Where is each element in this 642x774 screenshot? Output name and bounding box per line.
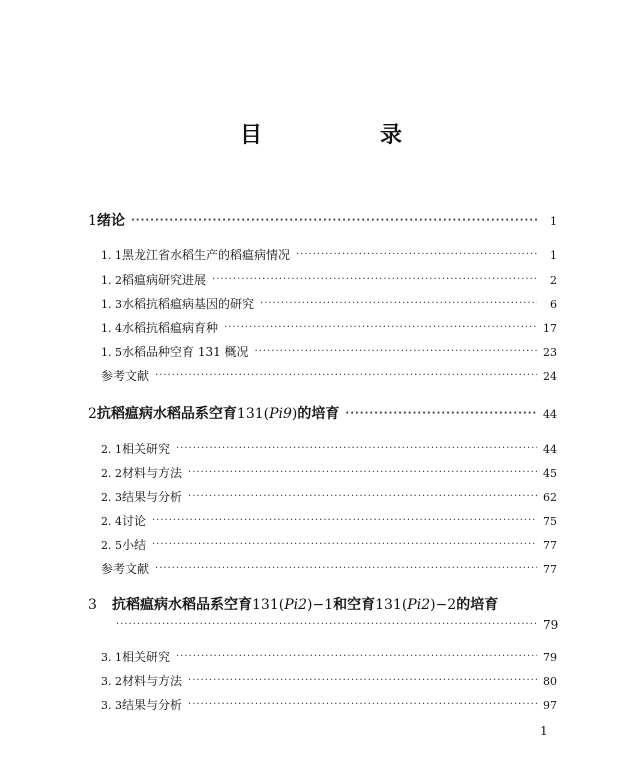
page-number: 79 [543, 618, 559, 632]
page-number: 23 [543, 346, 557, 359]
toc-section-1-2[interactable] [101, 271, 557, 288]
page-number: 80 [543, 675, 557, 688]
dot-leader [188, 467, 537, 478]
chapter-number: 1 [88, 213, 97, 229]
page-number: 77 [543, 563, 557, 576]
dot-leader [176, 651, 537, 662]
toc-section-1-4[interactable] [101, 319, 557, 336]
toc-section-1-5[interactable] [101, 343, 557, 360]
toc-section-2-1[interactable] [101, 440, 557, 457]
page-number: 77 [543, 539, 557, 552]
toc-references-ch1[interactable] [101, 367, 557, 384]
section-title: 水稻抗稻瘟病基因的研究 [122, 297, 255, 311]
page-number: 44 [543, 408, 557, 421]
dot-leader [345, 408, 537, 419]
page-number: 24 [543, 370, 557, 383]
section-number: 3. 1 [101, 651, 122, 664]
section-number: 1. 5 [101, 346, 122, 359]
gene-name: Pi2 [284, 597, 307, 613]
page-number: 75 [543, 515, 557, 528]
gene-name: Pi2 [407, 597, 431, 613]
chapter-title: 抗稻瘟病水稻品系空育131(Pi9)的培育 [96, 406, 340, 422]
dot-leader [224, 322, 537, 333]
section-title: 水稻抗稻瘟病育种 [122, 321, 219, 335]
toc-chapter-3[interactable] [88, 594, 557, 614]
gene-name: Pi9 [269, 406, 292, 422]
toc-section-3-2[interactable] [101, 672, 557, 689]
page-number: 79 [543, 651, 557, 664]
dot-leader [212, 274, 537, 285]
section-number: 3. 2 [101, 675, 122, 688]
section-number: 2. 4 [101, 515, 122, 528]
chapter-title: 绪论 [96, 213, 125, 229]
page-title: 目 录 [239, 123, 450, 148]
dot-leader [131, 215, 537, 226]
toc-section-2-5[interactable] [101, 536, 557, 553]
page-number: 1 [550, 215, 557, 228]
dot-leader [155, 370, 537, 381]
section-number: 2. 1 [101, 443, 122, 456]
toc-section-1-1[interactable] [101, 246, 557, 263]
chapter-title: 抗稻瘟病水稻品系空育131(Pi2)−1和空育131(Pi2)−2的培育 [112, 597, 499, 613]
section-number: 1. 4 [101, 322, 122, 335]
section-title: 黑龙江省水稻生产的稻瘟病情况 [122, 248, 291, 262]
dot-leader [152, 539, 537, 550]
dot-leader [155, 563, 537, 574]
references-title: 参考文献 [101, 562, 150, 576]
toc-section-3-3[interactable] [101, 696, 557, 713]
section-number: 1. 3 [101, 298, 122, 311]
section-title: 材料与方法 [122, 674, 183, 688]
section-number: 2. 2 [101, 467, 122, 480]
toc-chapter-3-continuation[interactable] [116, 618, 557, 632]
dot-leader [176, 443, 537, 454]
section-title: 稻瘟病研究进展 [122, 273, 207, 287]
dot-leader [255, 346, 537, 357]
dot-leader [188, 491, 537, 502]
section-title: 结果与分析 [122, 490, 183, 504]
page-number: 44 [543, 443, 557, 456]
footer-page-number: 1 [540, 724, 548, 738]
section-title: 讨论 [122, 514, 147, 528]
section-title: 小结 [122, 538, 147, 552]
dot-leader [152, 515, 537, 526]
section-title: 相关研究 [122, 650, 171, 664]
toc-chapter-1[interactable] [88, 210, 557, 230]
section-number: 1. 1 [101, 249, 122, 262]
section-number: 2. 5 [101, 539, 122, 552]
chapter-number: 2 [88, 406, 97, 422]
page-number: 1 [550, 249, 557, 262]
dot-leader [188, 699, 537, 710]
section-number: 1. 2 [101, 274, 122, 287]
page-number: 17 [543, 322, 557, 335]
chapter-number: 3 [88, 597, 97, 613]
dot-leader [116, 619, 537, 630]
toc-section-2-2[interactable] [101, 464, 557, 481]
section-title: 水稻品种空育 131 概况 [122, 345, 249, 359]
toc-section-3-1[interactable] [101, 648, 557, 665]
dot-leader [260, 298, 537, 309]
toc-section-1-3[interactable] [101, 295, 557, 312]
page-number: 62 [543, 491, 557, 504]
toc-section-2-4[interactable] [101, 512, 557, 529]
references-title: 参考文献 [101, 369, 150, 383]
page-number: 6 [550, 298, 557, 311]
toc-chapter-2[interactable] [88, 403, 557, 423]
dot-leader [296, 249, 537, 260]
section-number: 3. 3 [101, 699, 122, 712]
page-number: 2 [550, 274, 557, 287]
toc-references-ch2[interactable] [101, 560, 557, 577]
section-number: 2. 3 [101, 491, 122, 504]
section-title: 结果与分析 [122, 698, 183, 712]
page-number: 97 [543, 699, 557, 712]
section-title: 相关研究 [122, 442, 171, 456]
page-number: 45 [543, 467, 557, 480]
toc-section-2-3[interactable] [101, 488, 557, 505]
section-title: 材料与方法 [122, 466, 183, 480]
dot-leader [188, 675, 537, 686]
